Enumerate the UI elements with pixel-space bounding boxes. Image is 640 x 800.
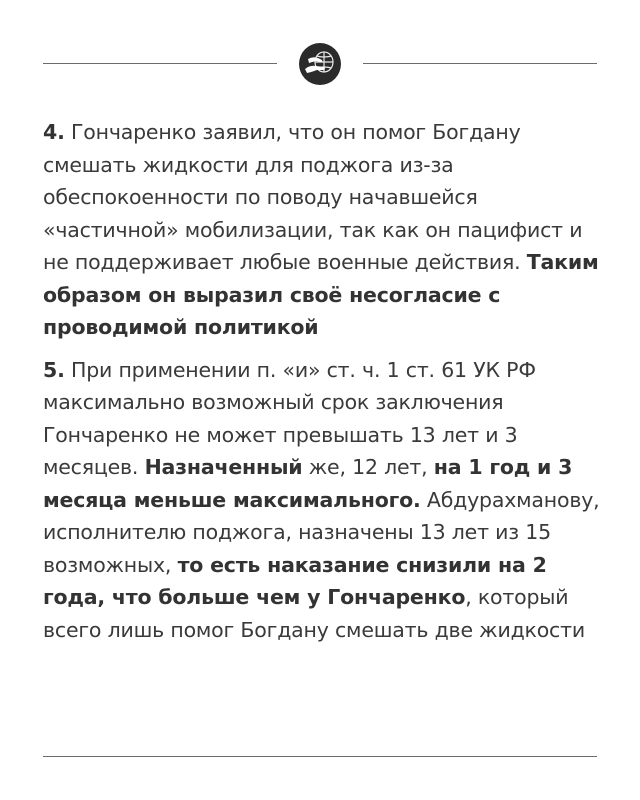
bold-text: Таким образом он выразил своё несогласие с проводимой политикой bbox=[43, 250, 599, 339]
article-body bbox=[43, 116, 603, 656]
paragraph-text: же, 12 лет, bbox=[302, 455, 434, 479]
header-rule-right bbox=[363, 63, 597, 64]
paragraph-text: , который всего лишь помог Богдану смешать две жидкости bbox=[43, 585, 585, 642]
footer-rule bbox=[43, 756, 597, 757]
bold-text: Назначенный bbox=[144, 455, 303, 479]
bold-text: то есть наказание снизили на 2 года, что больше чем у Гончаренко bbox=[43, 552, 547, 609]
paragraph-text: Гончаренко заявил, что он помог Богдану смешать жидкости для поджога из-за обеспокоенности по поводу начавшейся «частичной» мобилизации, так как он пацифист и не поддерживает любые военные действия. bbox=[43, 120, 583, 274]
paragraph-text: Абдурахманову, исполнителю поджога, назначены 13 лет из 15 возможных, bbox=[43, 487, 600, 577]
bold-text: на 1 год и 3 месяца меньше максимального. bbox=[43, 455, 573, 512]
paragraph-text: При применении п. «и» ст. ч. 1 ст. 61 УК РФ максимально возможный срок заключения Гончаренко не может превышать 13 лет и 3 месяцев. bbox=[43, 357, 536, 479]
paragraph-5 bbox=[43, 354, 603, 647]
hands-globe-logo-icon bbox=[298, 42, 342, 86]
paragraph-number: 5. bbox=[43, 357, 65, 382]
paragraph-number: 4. bbox=[43, 120, 65, 144]
header bbox=[0, 38, 640, 90]
header-rule-left bbox=[43, 63, 277, 64]
paragraph-4 bbox=[43, 116, 603, 344]
